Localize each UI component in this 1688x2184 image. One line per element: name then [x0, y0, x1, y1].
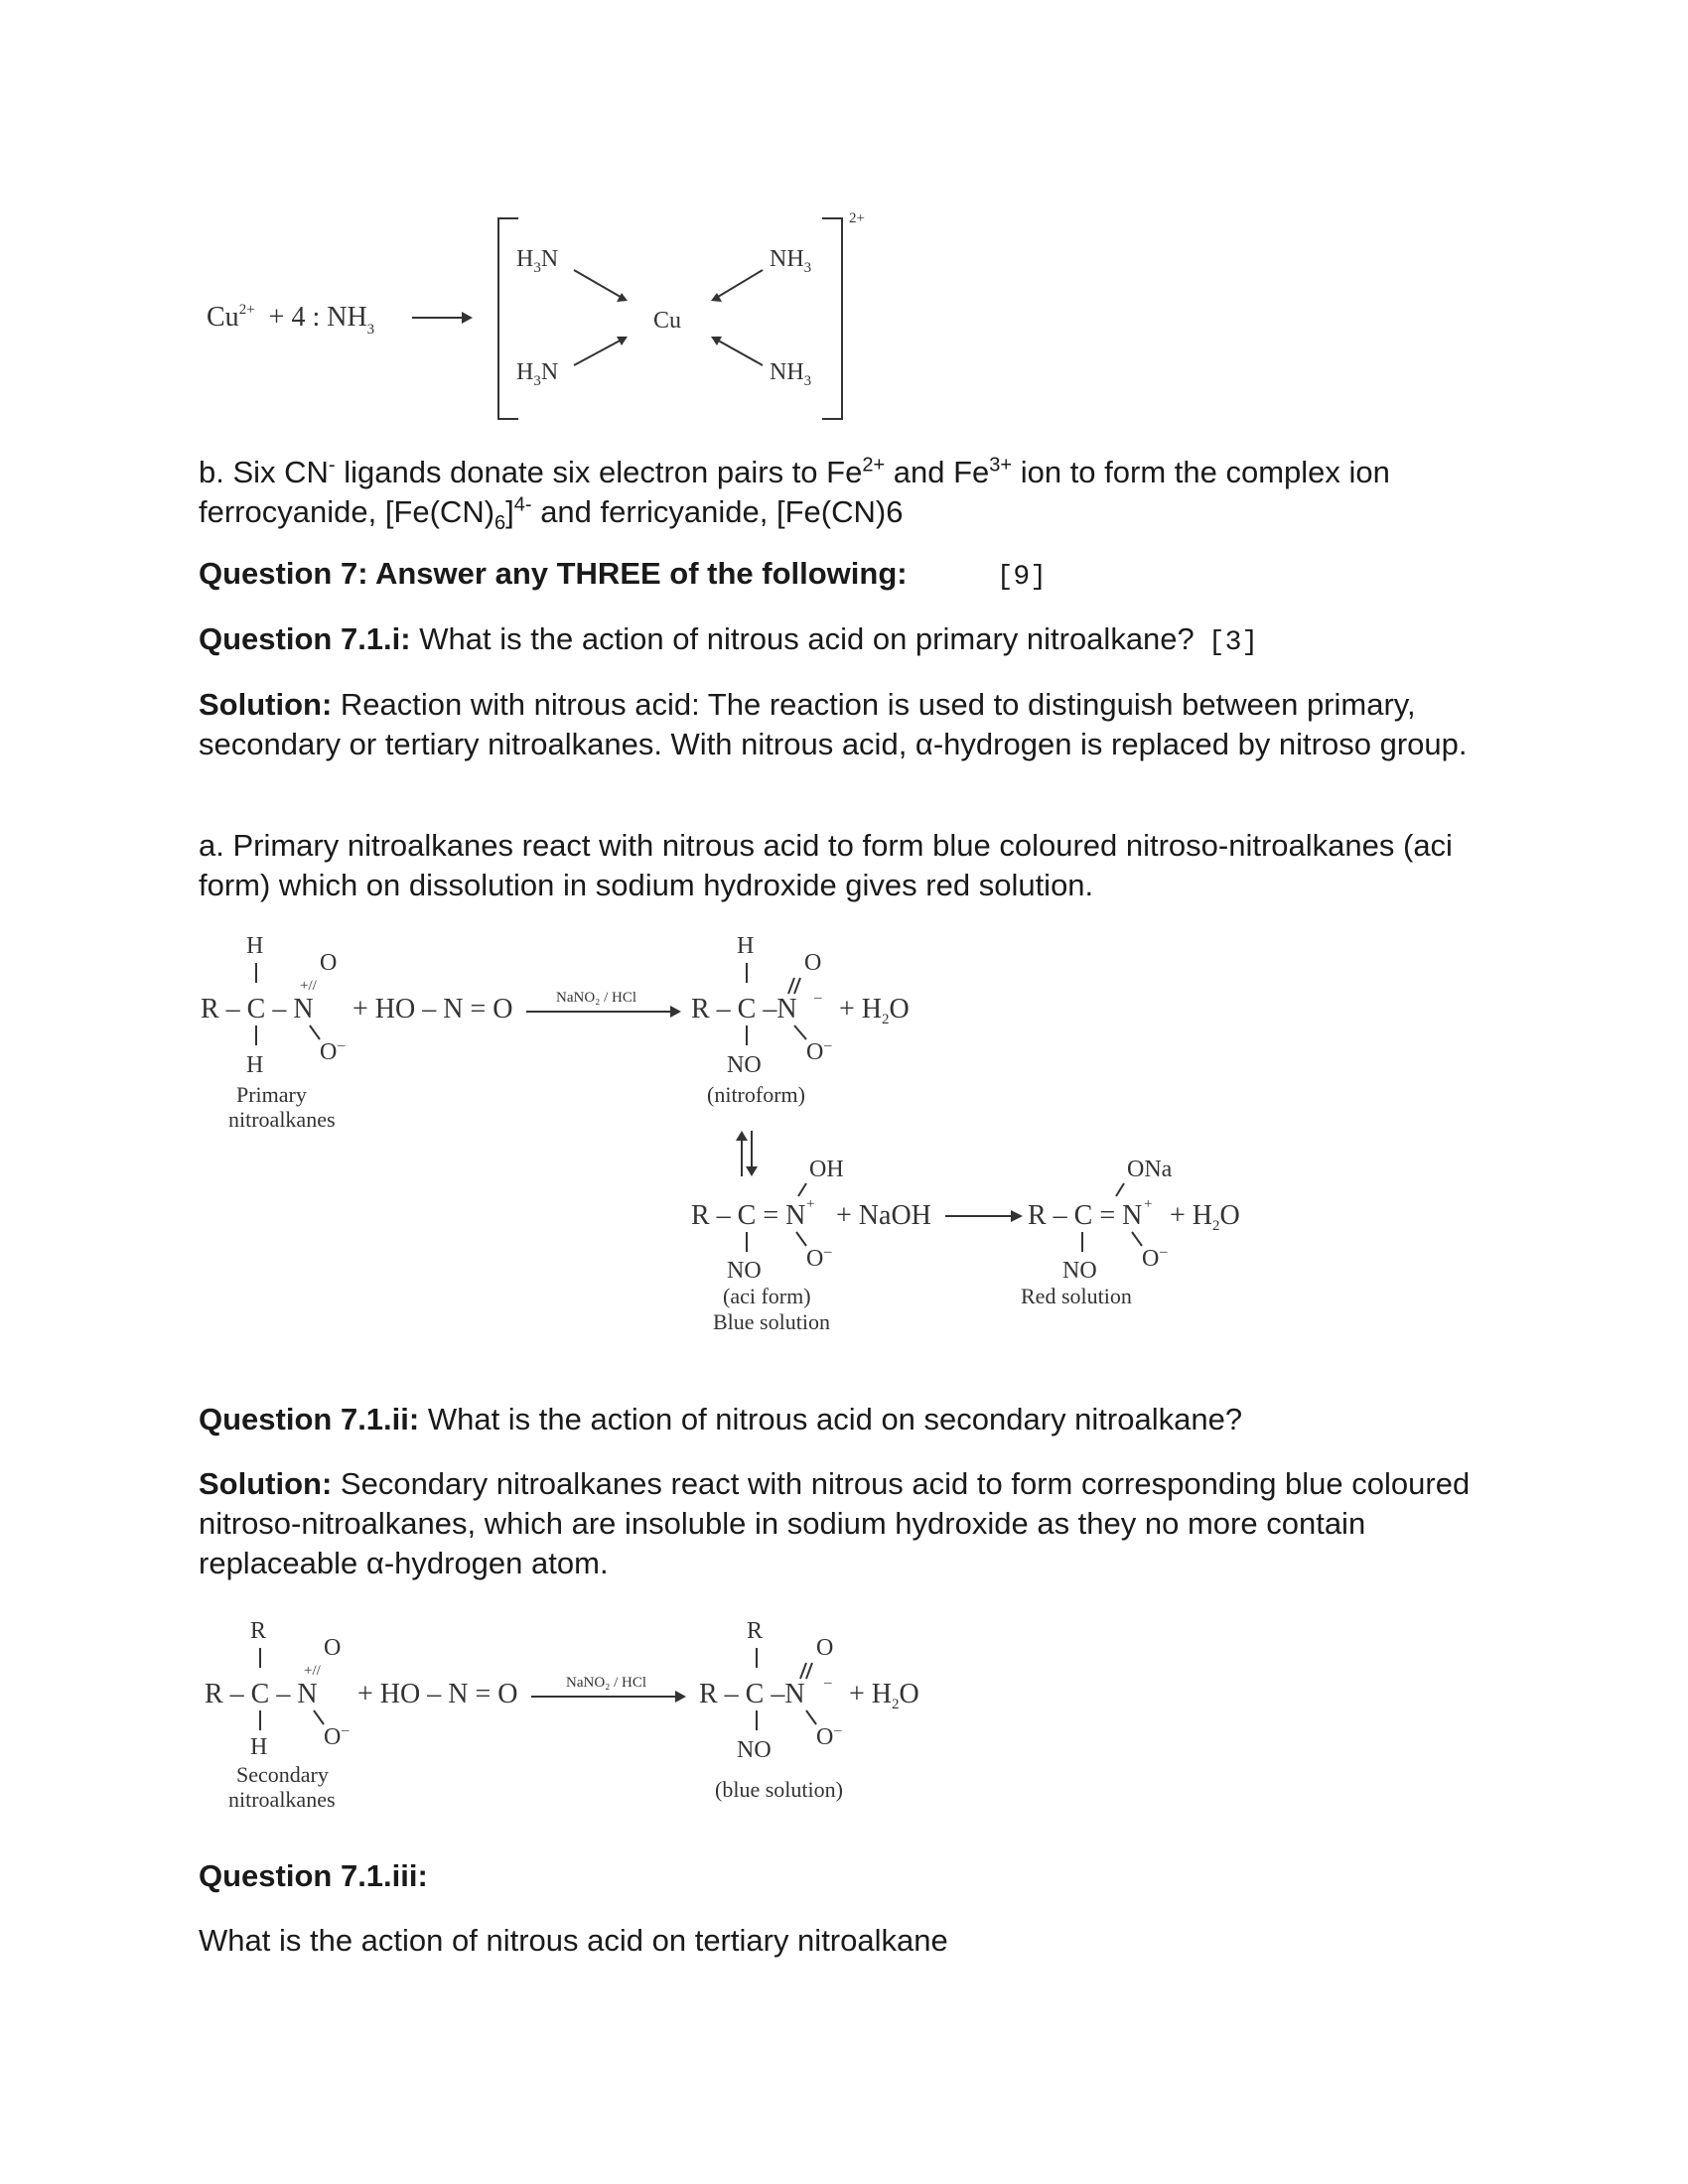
reactant-reagent: + HO – N = O	[352, 994, 513, 1024]
svg-text:–: –	[338, 1037, 346, 1053]
svg-text:+: +	[806, 1196, 815, 1212]
svg-text:O: O	[324, 1724, 342, 1750]
label-secondary: Secondary	[236, 1762, 329, 1787]
arrowhead	[462, 312, 473, 324]
naoh-term: + NaOH	[836, 1200, 931, 1231]
svg-text:O: O	[806, 1246, 824, 1272]
svg-text:NO: NO	[1062, 1258, 1097, 1284]
complex-charge: 2+	[849, 210, 865, 226]
label-aci-form: (aci form)	[723, 1284, 811, 1308]
ligand-top-left: $H_3N$	[516, 246, 559, 276]
red-chain: R – C = N	[1028, 1200, 1143, 1231]
svg-text:R: R	[250, 1618, 267, 1644]
svg-text:O: O	[816, 1635, 834, 1661]
red-water: + $H_2O$	[1170, 1200, 1240, 1234]
solution-2: Solution: Secondary nitroalkanes react with nitrous acid to form corresponding blue coloured nitroso-nitroalkanes, which are insoluble in sodium hydroxide as they no more contain replaceable α-hydrogen atom.	[199, 1466, 1471, 1580]
question-7-marks: [9]	[996, 562, 1048, 593]
svg-text:–: –	[834, 1722, 842, 1738]
sec-reagent-label: NaNO₂ / HCl	[566, 1675, 647, 1691]
question-7-1-iii-text: What is the action of nitrous acid on tertiary nitroalkane	[199, 1923, 948, 1958]
svg-text:O: O	[324, 1635, 342, 1661]
svg-text:O: O	[320, 950, 338, 976]
svg-text:+: +	[1144, 1196, 1153, 1212]
sec-product-water: + $H_2O$	[849, 1679, 919, 1712]
svg-text:O: O	[320, 1039, 338, 1065]
reactant-chain: R – C – N	[201, 994, 314, 1024]
ligand-bottom-left: $H_3N$	[516, 359, 559, 389]
label-blue-solution: Blue solution	[713, 1309, 830, 1334]
svg-text:H: H	[250, 1734, 268, 1760]
ligand-top-right: $NH_3$	[770, 246, 812, 276]
sec-reactant-reagent: + HO – N = O	[357, 1679, 518, 1709]
svg-text:+//: +//	[300, 978, 317, 994]
question-7-1-ii: Question 7.1.ii: What is the action of nitrous acid on secondary nitroalkane?	[199, 1402, 1243, 1436]
svg-text:H: H	[737, 933, 755, 959]
svg-text:–: –	[824, 1037, 832, 1053]
svg-text:–: –	[342, 1722, 350, 1738]
svg-text:H: H	[246, 1052, 264, 1078]
svg-text:NO: NO	[727, 1258, 762, 1284]
right-bracket	[822, 218, 842, 419]
svg-text:–: –	[1160, 1244, 1168, 1260]
bond-arrow-tr	[713, 270, 763, 300]
svg-text:H: H	[246, 933, 264, 959]
part-b-paragraph: b. Six CN- ligands donate six electron pairs to $Fe^{2+}$ and $Fe^{3+}$ ion to form the complex ion ferrocyanide, $[Fe(CN)_6]^{4-}$ and ferricyanide, [Fe(CN)6	[199, 454, 1390, 535]
sec-reactant-chain: R – C – N	[205, 1679, 318, 1709]
svg-text:O: O	[804, 950, 822, 976]
aci-chain: R – C = N	[691, 1200, 806, 1231]
question-7-1-iii: Question 7.1.iii:	[199, 1858, 428, 1893]
svg-text:R: R	[747, 1618, 764, 1644]
bond-arrow-tl	[574, 270, 626, 300]
svg-text:O: O	[806, 1039, 824, 1065]
svg-text:O: O	[1142, 1246, 1160, 1272]
label-red-solution: Red solution	[1021, 1284, 1132, 1308]
product-water: + $H_2O$	[839, 994, 910, 1027]
svg-text:+//: +//	[304, 1663, 321, 1679]
bond-arrow-bl	[574, 338, 626, 365]
part-a-paragraph: a. Primary nitroalkanes react with nitrous acid to form blue coloured nitroso-nitroalkanes (aci form) which on dissolution in sodium hydroxide gives red solution.	[199, 828, 1453, 902]
solution-1: Solution: Reaction with nitrous acid: The reaction is used to distinguish between primary, secondary or tertiary nitroalkanes. With nitrous acid, α-hydrogen is replaced by nitroso group.	[199, 687, 1468, 761]
label-sec-nitroalkanes: nitroalkanes	[228, 1787, 336, 1812]
bond-arrow-br	[713, 338, 763, 365]
svg-text:ONa: ONa	[1127, 1157, 1173, 1182]
svg-text:O: O	[816, 1724, 834, 1750]
svg-text:–: –	[814, 990, 822, 1006]
product-chain: R – C –N	[691, 994, 797, 1024]
copper-center: Cu	[653, 308, 682, 334]
sec-product-chain: R – C –N	[699, 1679, 805, 1709]
svg-text:–: –	[824, 1675, 832, 1691]
question-7-1-i: Question 7.1.i: What is the action of nitrous acid on primary nitroalkane? [3]	[199, 621, 1259, 658]
question-7-heading: Question 7: Answer any THREE of the following: [9]	[199, 556, 1048, 593]
svg-text:OH: OH	[809, 1157, 844, 1182]
reagent-label: NaNO₂ / HCl	[556, 990, 637, 1006]
copper-complex-diagram	[199, 199, 914, 427]
svg-text:NO: NO	[727, 1052, 762, 1078]
ligand-bottom-right: $NH_3$	[770, 359, 812, 389]
label-nitroform: (nitroform)	[707, 1082, 805, 1107]
secondary-nitroalkane-scheme	[199, 1613, 993, 1832]
svg-text:–: –	[824, 1244, 832, 1260]
label-primary: Primary	[236, 1082, 307, 1107]
label-sec-blue-solution: (blue solution)	[715, 1777, 843, 1802]
svg-text:NO: NO	[737, 1737, 772, 1763]
label-nitroalkanes: nitroalkanes	[228, 1107, 336, 1132]
left-bracket	[498, 218, 518, 419]
primary-nitroalkane-scheme	[199, 928, 1291, 1365]
cu-reactant: $Cu^{2+} + 4$ : $NH_3$	[207, 302, 375, 338]
